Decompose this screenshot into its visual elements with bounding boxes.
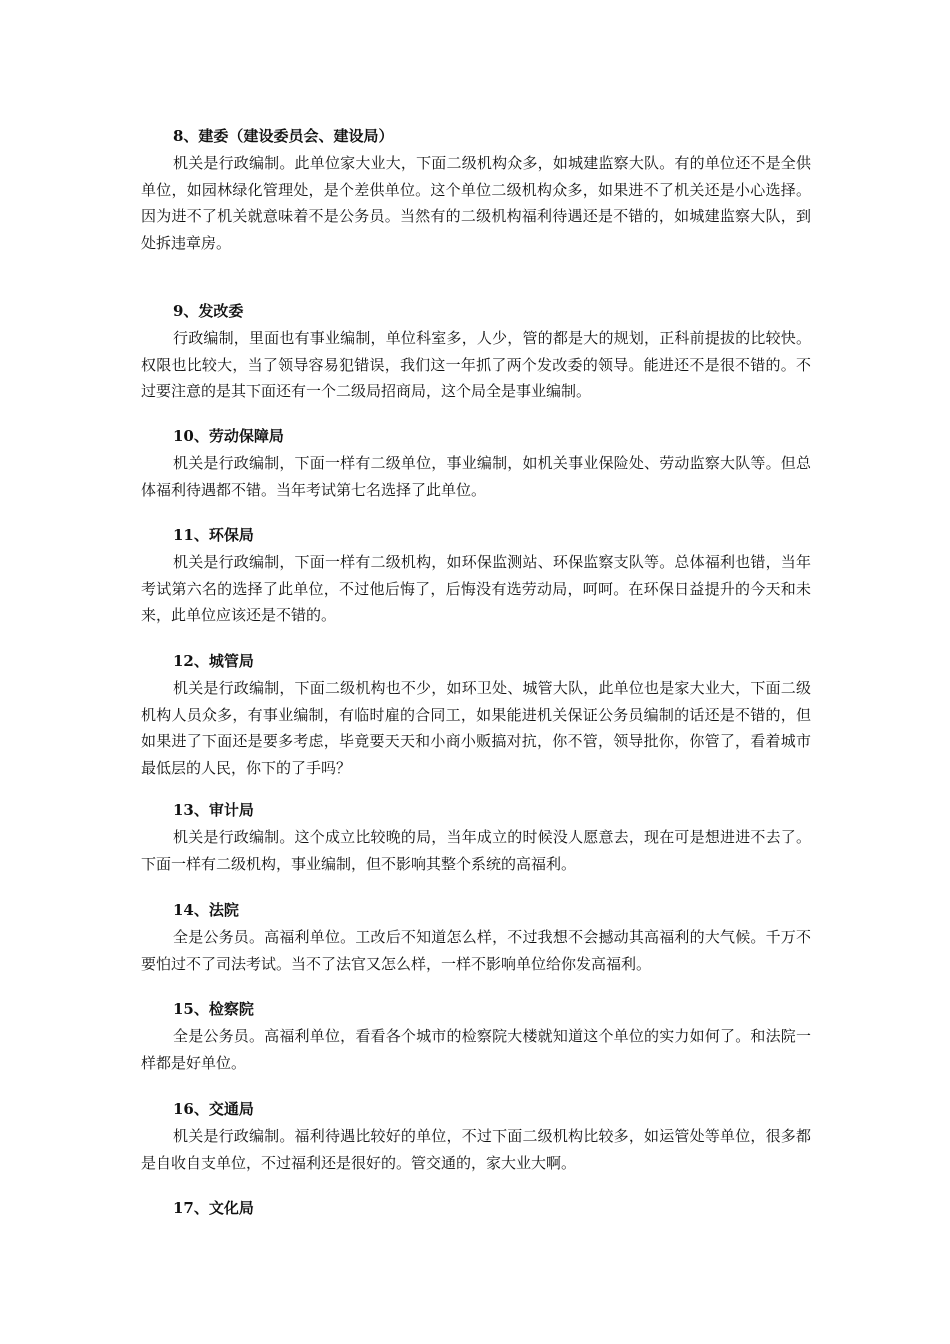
section-paragraph: 机关是行政编制。福利待遇比较好的单位，不过下面二级机构比较多，如运管处等单位，很多都是自收自支单位，不过福利还是很好的。管交通的，家大业大啊。 <box>141 1127 811 1172</box>
section-heading: 17、文化局 <box>173 1199 254 1217</box>
section-paragraph: 机关是行政编制，下面一样有二级单位，事业编制，如机关事业保险处、劳动监察大队等。但总体福利待遇都不错。当年考试第七名选择了此单位。 <box>141 454 811 499</box>
section-heading: 14、法院 <box>173 901 239 919</box>
section-14-court <box>141 896 811 977</box>
section-heading: 15、检察院 <box>173 1000 254 1018</box>
section-9-development-reform <box>141 297 811 405</box>
section-10-labor-security <box>141 422 811 503</box>
section-16-transportation <box>141 1095 811 1176</box>
section-17-culture <box>141 1194 811 1222</box>
section-paragraph: 机关是行政编制，下面二级机构也不少，如环卫处、城管大队，此单位也是家大业大，下面二级机构人员众多，有事业编制，有临时雇的合同工，如果能进机关保证公务员编制的话还是不错的，但如果进了下面还是要多考虑，毕竟要天天和小商小贩搞对抗，你不管，领导批你，你管了，看着城市最低层的人民，你下的了手吗？ <box>141 679 811 777</box>
section-heading: 10、劳动保障局 <box>173 427 284 445</box>
section-paragraph: 全是公务员。高福利单位。工改后不知道怎么样，不过我想不会撼动其高福利的大气候。千万不要怕过不了司法考试。当不了法官又怎么样，一样不影响单位给你发高福利。 <box>141 928 811 973</box>
section-heading: 12、城管局 <box>173 652 254 670</box>
section-8-construction-committee <box>141 122 811 256</box>
section-paragraph: 全是公务员。高福利单位，看看各个城市的检察院大楼就知道这个单位的实力如何了。和法院一样都是好单位。 <box>141 1027 811 1072</box>
section-12-urban-management <box>141 647 811 781</box>
section-heading: 8、建委（建设委员会、建设局） <box>173 127 394 145</box>
section-paragraph: 机关是行政编制。这个成立比较晚的局，当年成立的时候没人愿意去，现在可是想进进不去了。下面一样有二级机构，事业编制，但不影响其整个系统的高福利。 <box>141 828 811 873</box>
section-13-audit <box>141 796 811 877</box>
section-11-environmental <box>141 521 811 629</box>
section-heading: 13、审计局 <box>173 801 254 819</box>
section-paragraph: 机关是行政编制。此单位家大业大，下面二级机构众多，如城建监察大队。有的单位还不是全供单位，如园林绿化管理处，是个差供单位。这个单位二级机构众多，如果进不了机关还是小心选择。因为进不了机关就意味着不是公务员。当然有的二级机构福利待遇还是不错的，如城建监察大队，到处拆违章房。 <box>141 154 811 252</box>
section-heading: 9、发改委 <box>173 302 244 320</box>
section-heading: 16、交通局 <box>173 1100 254 1118</box>
section-paragraph: 行政编制，里面也有事业编制，单位科室多，人少，管的都是大的规划，正科前提拔的比较快。权限也比较大，当了领导容易犯错误，我们这一年抓了两个发改委的领导。能进还不是很不错的。不过要注意的是其下面还有一个二级局招商局，这个局全是事业编制。 <box>141 329 811 400</box>
section-heading: 11、环保局 <box>173 526 254 544</box>
section-15-procuratorate <box>141 995 811 1076</box>
section-paragraph: 机关是行政编制，下面一样有二级机构，如环保监测站、环保监察支队等。总体福利也错，当年考试第六名的选择了此单位，不过他后悔了，后悔没有选劳动局，呵呵。在环保日益提升的今天和未来，此单位应该还是不错的。 <box>141 553 811 624</box>
